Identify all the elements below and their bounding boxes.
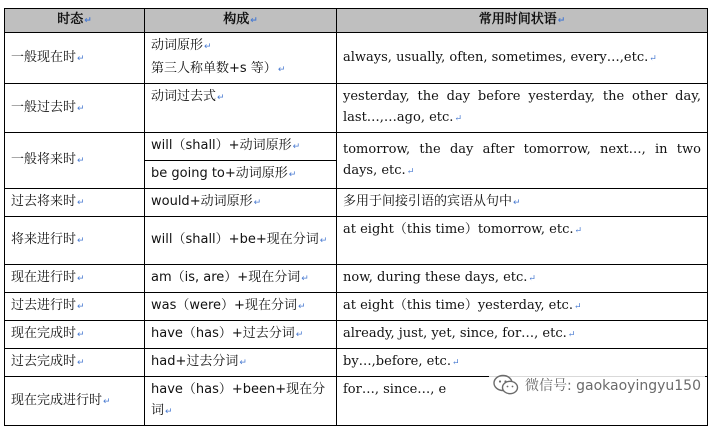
tense-label: 一般过去时 (11, 99, 77, 115)
tense-cell (5, 377, 145, 426)
header-form-label: 构成 (223, 12, 250, 27)
mark-icon: ↵ (217, 93, 225, 103)
mark-icon: ↵ (574, 226, 583, 236)
adverbial-text: always, usually, often, sometimes, every…,etc. (343, 49, 649, 65)
form-text: have（has）+been+现在分词 (151, 382, 326, 418)
tense-label: 现在进行时 (11, 270, 77, 285)
form-line (151, 58, 330, 81)
watermark-text: 微信号: gaokaoyingyu150 (524, 378, 701, 394)
wechat-watermark (489, 373, 705, 397)
mark-icon: ↵ (301, 274, 309, 284)
adverbial-text: yesterday, the day before yesterday, the other day, last…,…ago, etc. (343, 89, 701, 125)
tense-label: 一般现在时 (11, 49, 77, 65)
mark-icon: ↵ (528, 274, 536, 284)
tense-cell (5, 133, 145, 189)
form-cell (145, 189, 337, 217)
form-text: be going to+动词原形 (151, 166, 288, 181)
cropped-title (8, 0, 13, 6)
mark-icon: ↵ (649, 53, 657, 64)
tense-cell (5, 293, 145, 321)
mark-icon: ↵ (77, 53, 85, 64)
mark-icon: ↵ (573, 302, 582, 312)
mark-icon: ↵ (253, 198, 262, 208)
mark-icon: ↵ (239, 358, 247, 368)
adverbial-text: at eight（this time）yesterday, etc. (343, 298, 573, 313)
adverbial-text: now, during these days, etc. (343, 270, 528, 285)
mark-icon: ↵ (77, 330, 85, 340)
adverbial-text: tomorrow, the day after tomorrow, next…, in two days, etc. (343, 141, 701, 178)
mark-icon: ↵ (77, 156, 85, 166)
form-cell (145, 265, 337, 293)
mark-icon: ↵ (567, 330, 576, 340)
header-form (145, 9, 337, 33)
tense-cell (5, 321, 145, 349)
form-text: will（shall）+be+现在分词 (151, 232, 319, 247)
adverbial-text: 多用于间接引语的宾语从句中 (343, 194, 513, 209)
tense-cell (5, 349, 145, 377)
form-cell (145, 321, 337, 349)
tense-label: 现在完成时 (11, 326, 77, 341)
adverbial-text: for…, since…, e (343, 382, 447, 397)
mark-icon: ↵ (292, 142, 301, 152)
mark-icon: ↵ (513, 198, 521, 208)
header-tense (5, 9, 145, 33)
form-cell (145, 161, 337, 189)
tense-table (4, 8, 708, 426)
tense-cell (5, 265, 145, 293)
mark-icon: ↵ (77, 198, 85, 208)
mark-icon: ↵ (319, 236, 328, 246)
form-cell (145, 84, 337, 133)
adverbial-cell (337, 217, 708, 265)
form-text: had+过去分词 (151, 354, 239, 369)
form-text: am（is, are）+现在分词 (151, 270, 301, 285)
form-text: have（has）+过去分词 (151, 326, 295, 341)
mark-icon: ↵ (277, 65, 286, 75)
table-row (5, 84, 708, 133)
tense-label: 过去完成时 (11, 354, 77, 369)
table-row (5, 189, 708, 217)
tense-label: 过去将来时 (11, 194, 77, 209)
adverbial-cell (337, 189, 708, 217)
mark-icon: ↵ (84, 16, 92, 26)
mark-icon: ↵ (295, 330, 304, 340)
form-cell (145, 293, 337, 321)
tense-cell (5, 189, 145, 217)
adverbial-text: at eight（this time）tomorrow, etc. (343, 222, 574, 237)
wechat-icon (493, 374, 519, 396)
mark-icon: ↵ (557, 16, 566, 26)
header-row (5, 9, 708, 33)
adverbial-text: already, just, yet, since, for…, etc. (343, 326, 567, 341)
form-cell (145, 217, 337, 265)
tense-label: 将来进行时 (11, 232, 77, 247)
mark-icon: ↵ (77, 236, 85, 246)
header-adverbial-label: 常用时间状语 (478, 12, 557, 27)
form-text: 动词原形 (151, 38, 204, 53)
form-cell (145, 33, 337, 84)
form-text: was（were）+现在分词 (151, 298, 297, 313)
header-tense-label: 时态 (57, 12, 84, 27)
form-text: will（shall）+动词原形 (151, 138, 292, 153)
table-row (5, 33, 708, 84)
tense-cell (5, 217, 145, 265)
mark-icon: ↵ (250, 16, 258, 26)
table-row (5, 321, 708, 349)
table-row (5, 217, 708, 265)
mark-icon: ↵ (288, 170, 297, 180)
table-row (5, 265, 708, 293)
form-cell (145, 349, 337, 377)
adverbial-cell (337, 133, 708, 189)
mark-icon: ↵ (77, 103, 85, 114)
mark-icon: ↵ (454, 114, 462, 124)
mark-icon: ↵ (77, 274, 85, 284)
mark-icon: ↵ (77, 302, 85, 312)
tense-cell (5, 84, 145, 133)
adverbial-text: by…,before, etc. (343, 354, 451, 369)
adverbial-cell (337, 84, 708, 133)
form-cell (145, 377, 337, 426)
header-adverbial (337, 9, 708, 33)
mark-icon: ↵ (451, 358, 460, 368)
adverbial-cell (337, 321, 708, 349)
mark-icon: ↵ (77, 358, 85, 368)
mark-icon: ↵ (297, 302, 306, 312)
adverbial-cell (337, 33, 708, 84)
form-text: 第三人称单数+s 等） (151, 61, 277, 76)
form-text: would+动词原形 (151, 194, 253, 209)
form-line (151, 35, 330, 58)
mark-icon: ↵ (103, 396, 111, 407)
adverbial-cell (337, 265, 708, 293)
table-row (5, 133, 708, 161)
adverbial-cell (337, 293, 708, 321)
tense-label: 现在完成进行时 (11, 392, 103, 408)
form-cell (145, 133, 337, 161)
mark-icon: ↵ (165, 407, 173, 417)
table-row (5, 293, 708, 321)
tense-label: 过去进行时 (11, 298, 77, 313)
form-text: 动词过去式 (151, 89, 217, 104)
tense-cell (5, 33, 145, 84)
mark-icon: ↵ (204, 42, 212, 52)
tense-label: 一般将来时 (11, 152, 77, 167)
mark-icon: ↵ (406, 166, 415, 177)
